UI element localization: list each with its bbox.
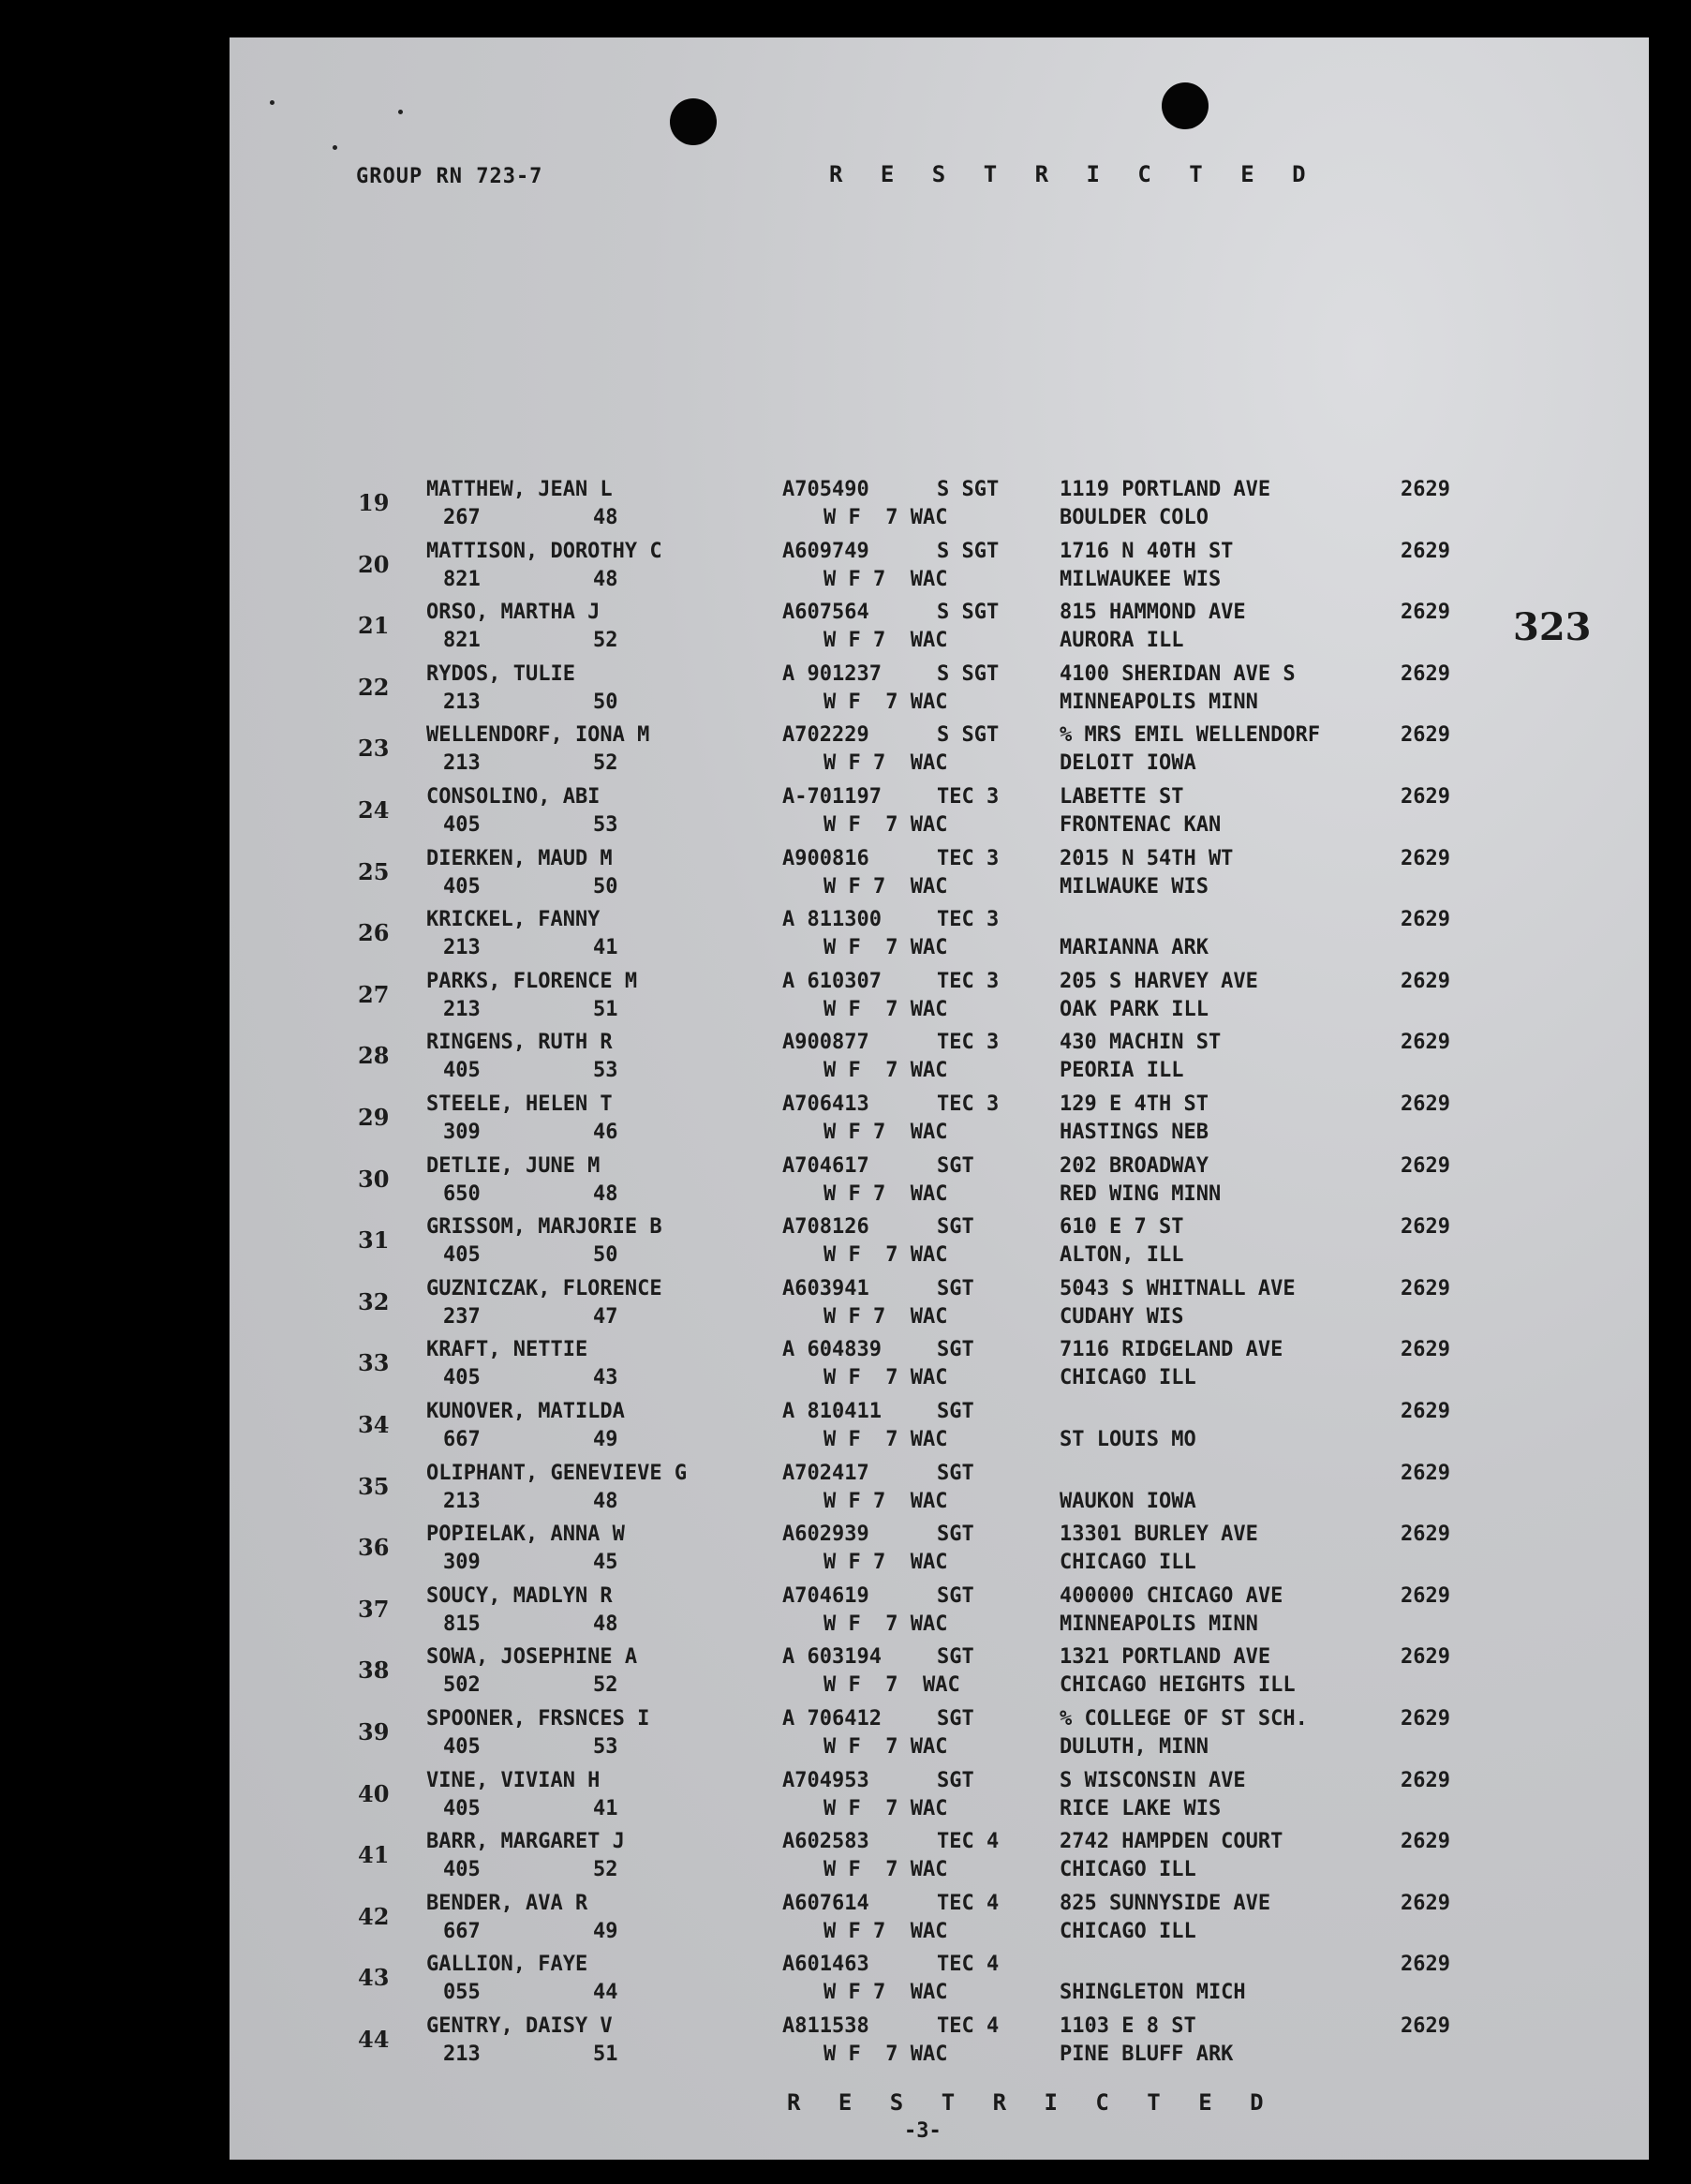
entry-number: 31 (358, 1226, 390, 1255)
list-item (230, 1400, 1649, 1458)
entry-number: 26 (358, 919, 390, 947)
entry-address-line2: ALTON, ILL (1060, 1243, 1184, 1268)
entry-unit: W F 7 WAC (823, 751, 948, 776)
entry-address-line2: HASTINGS NEB (1060, 1121, 1209, 1144)
entry-unit: W F 7 WAC (823, 690, 948, 714)
entry-name: CONSOLINO, ABI (426, 785, 601, 809)
entry-code-2629: 2629 (1401, 1830, 1450, 1854)
entry-age: 50 (593, 690, 618, 714)
entry-age: 41 (593, 1796, 618, 1820)
entry-serial-number: A811538 (782, 2014, 869, 2038)
entry-age: 43 (593, 1366, 618, 1390)
entry-number: 27 (358, 980, 390, 1008)
entry-age: 45 (593, 1551, 618, 1575)
entry-code-2629: 2629 (1401, 1523, 1450, 1547)
footer-classification: R E S T R I C T E D (787, 2089, 1276, 2116)
entry-number: 29 (358, 1104, 390, 1131)
entry-address-line2: MILWAUKEE WIS (1060, 567, 1222, 591)
entry-address-line1: 815 HAMMOND AVE (1060, 601, 1246, 625)
list-item (230, 1277, 1649, 1335)
entry-age: 53 (593, 1735, 618, 1759)
entry-code-2629: 2629 (1401, 908, 1450, 932)
entry-serial-number: A706413 (782, 1092, 869, 1116)
entry-unit: W F 7 WAC (823, 1735, 948, 1759)
entry-name: KRAFT, NETTIE (426, 1338, 588, 1362)
entry-address-line1: % COLLEGE OF ST SCH. (1060, 1707, 1308, 1731)
punch-hole-left (670, 98, 717, 145)
entry-code: 213 (443, 2043, 481, 2066)
entry-grade: S SGT (937, 539, 1000, 563)
entry-address-line2: MARIANNA ARK (1060, 936, 1209, 960)
entry-code: 405 (443, 1243, 481, 1268)
list-item (230, 1584, 1649, 1642)
entry-name: GENTRY, DAISY V (426, 2014, 613, 2038)
entry-grade: SGT (937, 1338, 974, 1362)
entry-code-2629: 2629 (1401, 1891, 1450, 1915)
entry-code-2629: 2629 (1401, 969, 1450, 993)
list-item (230, 908, 1649, 966)
entry-unit: W F 7 WAC (823, 567, 948, 591)
entry-unit: W F 7 WAC (823, 1059, 948, 1083)
list-item (230, 478, 1649, 536)
entry-age: 46 (593, 1121, 618, 1144)
entry-unit: W F 7 WAC (823, 1121, 948, 1144)
entry-grade: S SGT (937, 601, 1000, 625)
entry-code: 237 (443, 1304, 481, 1329)
entry-grade: S SGT (937, 723, 1000, 748)
entry-grade: TEC 3 (937, 846, 1000, 870)
entry-age: 49 (593, 1919, 618, 1943)
list-item (230, 1338, 1649, 1396)
entry-grade: TEC 4 (937, 2014, 1000, 2038)
entry-serial-number: A607564 (782, 601, 869, 625)
entry-name: MATTHEW, JEAN L (426, 478, 613, 501)
entry-code-2629: 2629 (1401, 1583, 1450, 1608)
list-item (230, 662, 1649, 721)
entry-address-line1: 2742 HAMPDEN COURT (1060, 1830, 1283, 1854)
entry-grade: TEC 4 (937, 1953, 1000, 1977)
entry-code-2629: 2629 (1401, 1092, 1450, 1116)
entry-unit: W F 7 WAC (823, 1243, 948, 1268)
entry-address-line1: 205 S HARVEY AVE (1060, 969, 1258, 993)
entry-code: 821 (443, 567, 481, 591)
entry-code: 650 (443, 1181, 481, 1206)
entry-address-line1: 430 MACHIN ST (1060, 1031, 1222, 1055)
entry-address-line2: CUDAHY WIS (1060, 1304, 1184, 1329)
entry-serial-number: A601463 (782, 1953, 869, 1977)
entry-serial-number: A 603194 (782, 1645, 882, 1670)
entry-name: GRISSOM, MARJORIE B (426, 1215, 662, 1240)
list-item (230, 785, 1649, 843)
entry-number: 23 (358, 735, 390, 763)
entry-unit: W F 7 WAC (823, 1428, 948, 1451)
entry-unit: W F 7 WAC (823, 1858, 948, 1882)
list-item (230, 1645, 1649, 1703)
list-item (230, 1215, 1649, 1273)
entry-address-line1: 4100 SHERIDAN AVE S (1060, 661, 1296, 686)
entry-code-2629: 2629 (1401, 723, 1450, 748)
entry-code: 055 (443, 1981, 481, 2005)
entry-code: 213 (443, 751, 481, 776)
list-item (230, 2014, 1649, 2073)
entry-number: 38 (358, 1657, 390, 1685)
entry-serial-number: A602939 (782, 1523, 869, 1547)
entry-age: 48 (593, 1181, 618, 1206)
entry-code-2629: 2629 (1401, 1031, 1450, 1055)
entry-age: 52 (593, 1673, 618, 1698)
entry-code-2629: 2629 (1401, 601, 1450, 625)
entry-number: 42 (358, 1902, 390, 1930)
entry-unit: W F 7 WAC (823, 1181, 948, 1206)
entry-unit: W F 7 WAC (823, 1612, 948, 1636)
entry-address-line1: 2015 N 54TH WT (1060, 846, 1234, 870)
entry-unit: W F 7 WAC (823, 629, 948, 653)
entry-code: 213 (443, 1489, 481, 1513)
entry-grade: SGT (937, 1523, 974, 1547)
entry-age: 44 (593, 1981, 618, 2005)
entry-unit: W F 7 WAC (823, 1551, 948, 1575)
entry-code: 405 (443, 1059, 481, 1083)
entry-serial-number: A704953 (782, 1768, 869, 1792)
entry-grade: TEC 3 (937, 785, 1000, 809)
entry-number: 43 (358, 1964, 390, 1992)
entry-address-line1: 825 SUNNYSIDE AVE (1060, 1891, 1271, 1915)
entry-code: 821 (443, 629, 481, 653)
entry-grade: TEC 3 (937, 1031, 1000, 1055)
entry-age: 48 (593, 1612, 618, 1636)
entry-grade: SGT (937, 1645, 974, 1670)
entry-address-line1: 129 E 4TH ST (1060, 1092, 1209, 1116)
header-classification: R E S T R I C T E D (829, 161, 1318, 187)
entry-number: 36 (358, 1534, 390, 1562)
entry-address-line2: ST LOUIS MO (1060, 1428, 1196, 1451)
list-item (230, 1892, 1649, 1950)
entry-age: 48 (593, 506, 618, 529)
entry-address-line2: RED WING MINN (1060, 1181, 1222, 1206)
entry-address-line1: S WISCONSIN AVE (1060, 1768, 1246, 1792)
entry-grade: SGT (937, 1768, 974, 1792)
entry-address-line2: SHINGLETON MICH (1060, 1981, 1246, 2005)
entry-number: 21 (358, 612, 390, 640)
entry-unit: W F 7 WAC (823, 1366, 948, 1390)
entry-unit: W F 7 WAC (823, 1673, 960, 1698)
entry-serial-number: A 811300 (782, 908, 882, 932)
entry-number: 19 (358, 489, 390, 516)
entry-code-2629: 2629 (1401, 539, 1450, 563)
entry-code: 405 (443, 874, 481, 899)
list-item (230, 601, 1649, 659)
entry-unit: W F 7 WAC (823, 1304, 948, 1329)
entry-grade: SGT (937, 1583, 974, 1608)
entry-number: 25 (358, 857, 390, 885)
entry-serial-number: A705490 (782, 478, 869, 501)
entry-address-line1: 13301 BURLEY AVE (1060, 1523, 1258, 1547)
entry-serial-number: A603941 (782, 1276, 869, 1300)
entry-unit: W F 7 WAC (823, 1981, 948, 2005)
entry-address-line2: CHICAGO ILL (1060, 1919, 1196, 1943)
page-number: -3- (904, 2119, 942, 2143)
entry-address-line2: FRONTENAC KAN (1060, 813, 1222, 837)
entry-address-line2: OAK PARK ILL (1060, 997, 1209, 1021)
entry-age: 51 (593, 997, 618, 1021)
entry-number: 22 (358, 673, 390, 701)
entry-address-line2: CHICAGO ILL (1060, 1551, 1196, 1575)
list-item (230, 540, 1649, 598)
entry-address-line2: MINNEAPOLIS MINN (1060, 690, 1258, 714)
entry-serial-number: A 810411 (782, 1400, 882, 1423)
entry-address-line2: CHICAGO ILL (1060, 1366, 1196, 1390)
entry-address-line2: CHICAGO HEIGHTS ILL (1060, 1673, 1296, 1698)
entry-age: 49 (593, 1428, 618, 1451)
list-item (230, 1707, 1649, 1765)
entry-name: SOUCY, MADLYN R (426, 1583, 613, 1608)
entry-number: 39 (358, 1718, 390, 1746)
entry-name: GUZNICZAK, FLORENCE (426, 1276, 662, 1300)
entry-grade: SGT (937, 1400, 974, 1423)
entry-name: OLIPHANT, GENEVIEVE G (426, 1461, 688, 1485)
entry-age: 41 (593, 936, 618, 960)
entry-address-line1: % MRS EMIL WELLENDORF (1060, 723, 1321, 748)
list-item (230, 847, 1649, 905)
entry-code: 213 (443, 936, 481, 960)
entry-code-2629: 2629 (1401, 846, 1450, 870)
entry-name: GALLION, FAYE (426, 1953, 588, 1977)
entry-serial-number: A704617 (782, 1153, 869, 1178)
entry-name: MATTISON, DOROTHY C (426, 539, 662, 563)
entry-code-2629: 2629 (1401, 1707, 1450, 1731)
entry-code-2629: 2629 (1401, 1768, 1450, 1792)
entry-address-line2: DULUTH, MINN (1060, 1735, 1209, 1759)
entry-serial-number: A900816 (782, 846, 869, 870)
entry-code-2629: 2629 (1401, 1645, 1450, 1670)
entry-number: 41 (358, 1841, 390, 1869)
entry-grade: SGT (937, 1153, 974, 1178)
entry-grade: SGT (937, 1461, 974, 1485)
entry-name: POPIELAK, ANNA W (426, 1523, 625, 1547)
entry-code-2629: 2629 (1401, 1461, 1450, 1485)
entry-serial-number: A602583 (782, 1830, 869, 1854)
entry-address-line1: 202 BROADWAY (1060, 1153, 1209, 1178)
entry-code-2629: 2629 (1401, 661, 1450, 686)
entry-name: DIERKEN, MAUD M (426, 846, 613, 870)
entry-number: 30 (358, 1165, 390, 1193)
entry-address-line2: AURORA ILL (1060, 629, 1184, 653)
entry-number: 32 (358, 1287, 390, 1315)
entry-grade: TEC 3 (937, 908, 1000, 932)
list-item (230, 1769, 1649, 1827)
entry-unit: W F 7 WAC (823, 997, 948, 1021)
entry-name: RINGENS, RUTH R (426, 1031, 613, 1055)
entry-grade: TEC 3 (937, 969, 1000, 993)
entry-address-line1: 5043 S WHITNALL AVE (1060, 1276, 1296, 1300)
entry-code: 405 (443, 1366, 481, 1390)
entry-code: 667 (443, 1919, 481, 1943)
entry-code: 405 (443, 1796, 481, 1820)
punch-hole-right (1162, 82, 1209, 129)
entry-code: 815 (443, 1612, 481, 1636)
entry-address-line2: DELOIT IOWA (1060, 751, 1196, 776)
entry-address-line1: LABETTE ST (1060, 785, 1184, 809)
entry-code-2629: 2629 (1401, 1400, 1450, 1423)
entry-age: 52 (593, 751, 618, 776)
entry-grade: SGT (937, 1276, 974, 1300)
entry-serial-number: A 604839 (782, 1338, 882, 1362)
entry-grade: TEC 3 (937, 1092, 1000, 1116)
entry-address-line2: MILWAUKE WIS (1060, 874, 1209, 899)
speck (398, 110, 403, 114)
entry-address-line1: 1119 PORTLAND AVE (1060, 478, 1271, 501)
entry-serial-number: A 901237 (782, 661, 882, 686)
entry-code: 405 (443, 813, 481, 837)
entry-address-line1: 1321 PORTLAND AVE (1060, 1645, 1271, 1670)
entry-serial-number: A 610307 (782, 969, 882, 993)
entry-name: BARR, MARGARET J (426, 1830, 625, 1854)
entry-grade: TEC 4 (937, 1891, 1000, 1915)
entry-unit: W F 7 WAC (823, 874, 948, 899)
entry-name: KRICKEL, FANNY (426, 908, 601, 932)
entry-unit: W F 7 WAC (823, 1489, 948, 1513)
entry-address-line1: 400000 CHICAGO AVE (1060, 1583, 1283, 1608)
entry-unit: W F 7 WAC (823, 2043, 948, 2066)
entry-age: 51 (593, 2043, 618, 2066)
entry-name: SOWA, JOSEPHINE A (426, 1645, 638, 1670)
entry-grade: SGT (937, 1215, 974, 1240)
entry-number: 40 (358, 1779, 390, 1807)
entry-address-line2: PEORIA ILL (1060, 1059, 1184, 1083)
entry-code: 309 (443, 1551, 481, 1575)
entry-name: RYDOS, TULIE (426, 661, 575, 686)
entry-serial-number: A607614 (782, 1891, 869, 1915)
entry-number: 20 (358, 550, 390, 578)
speck (333, 145, 337, 150)
entry-address-line2: PINE BLUFF ARK (1060, 2043, 1234, 2066)
entry-code: 213 (443, 997, 481, 1021)
entry-code: 405 (443, 1735, 481, 1759)
entry-name: KUNOVER, MATILDA (426, 1400, 625, 1423)
entry-name: BENDER, AVA R (426, 1891, 588, 1915)
list-item (230, 1830, 1649, 1888)
entry-unit: W F 7 WAC (823, 813, 948, 837)
entry-grade: S SGT (937, 478, 1000, 501)
list-item (230, 1154, 1649, 1212)
entry-code-2629: 2629 (1401, 1153, 1450, 1178)
entry-code-2629: 2629 (1401, 478, 1450, 501)
entry-serial-number: A900877 (782, 1031, 869, 1055)
entry-unit: W F 7 WAC (823, 1796, 948, 1820)
entry-address-line1: 1103 E 8 ST (1060, 2014, 1196, 2038)
entry-age: 52 (593, 629, 618, 653)
entry-serial-number: A 706412 (782, 1707, 882, 1731)
entry-address-line1: 1716 N 40TH ST (1060, 539, 1234, 563)
list-item (230, 1462, 1649, 1520)
entry-age: 50 (593, 1243, 618, 1268)
entry-age: 47 (593, 1304, 618, 1329)
entry-number: 28 (358, 1042, 390, 1070)
group-number: GROUP RN 723-7 (356, 165, 543, 188)
entry-serial-number: A-701197 (782, 785, 882, 809)
entry-code-2629: 2629 (1401, 1338, 1450, 1362)
document-page (230, 37, 1649, 2160)
entry-code: 502 (443, 1673, 481, 1698)
entry-unit: W F 7 WAC (823, 936, 948, 960)
entry-age: 53 (593, 1059, 618, 1083)
entry-address-line2: RICE LAKE WIS (1060, 1796, 1222, 1820)
entry-code-2629: 2629 (1401, 1215, 1450, 1240)
page-stamp-number: 323 (1513, 605, 1592, 649)
entry-grade: SGT (937, 1707, 974, 1731)
entry-serial-number: A609749 (782, 539, 869, 563)
speck (270, 100, 274, 105)
entry-address-line2: CHICAGO ILL (1060, 1858, 1196, 1882)
entry-number: 24 (358, 796, 390, 824)
entry-number: 44 (358, 2026, 390, 2053)
entry-grade: S SGT (937, 661, 1000, 686)
entry-code-2629: 2629 (1401, 1953, 1450, 1977)
entry-grade: TEC 4 (937, 1830, 1000, 1854)
entry-number: 37 (358, 1595, 390, 1623)
entry-name: WELLENDORF, IONA M (426, 723, 650, 748)
entry-code: 309 (443, 1121, 481, 1144)
entry-serial-number: A704619 (782, 1583, 869, 1608)
entry-name: SPOONER, FRSNCES I (426, 1707, 650, 1731)
entry-code: 267 (443, 506, 481, 529)
entry-serial-number: A708126 (782, 1215, 869, 1240)
entry-number: 34 (358, 1411, 390, 1438)
entry-address-line1: 7116 RIDGELAND AVE (1060, 1338, 1283, 1362)
entry-code-2629: 2629 (1401, 2014, 1450, 2038)
list-item (230, 723, 1649, 781)
entry-code-2629: 2629 (1401, 785, 1450, 809)
entry-age: 50 (593, 874, 618, 899)
entry-number: 35 (358, 1472, 390, 1500)
entry-name: DETLIE, JUNE M (426, 1153, 601, 1178)
list-item (230, 970, 1649, 1028)
entry-name: PARKS, FLORENCE M (426, 969, 638, 993)
entry-unit: W F 7 WAC (823, 506, 948, 529)
entry-serial-number: A702417 (782, 1461, 869, 1485)
entry-code: 667 (443, 1428, 481, 1451)
entry-number: 33 (358, 1349, 390, 1377)
list-item (230, 1953, 1649, 2011)
entry-address-line2: BOULDER COLO (1060, 506, 1209, 529)
entry-age: 53 (593, 813, 618, 837)
list-item (230, 1523, 1649, 1581)
entry-code: 405 (443, 1858, 481, 1882)
entry-name: VINE, VIVIAN H (426, 1768, 601, 1792)
entry-name: STEELE, HELEN T (426, 1092, 613, 1116)
entry-code-2629: 2629 (1401, 1276, 1450, 1300)
entry-age: 52 (593, 1858, 618, 1882)
entry-address-line2: MINNEAPOLIS MINN (1060, 1612, 1258, 1636)
entry-serial-number: A702229 (782, 723, 869, 748)
entry-age: 48 (593, 567, 618, 591)
list-item (230, 1031, 1649, 1089)
entry-unit: W F 7 WAC (823, 1919, 948, 1943)
entry-age: 48 (593, 1489, 618, 1513)
entry-name: ORSO, MARTHA J (426, 601, 601, 625)
entry-address-line1: 610 E 7 ST (1060, 1215, 1184, 1240)
list-item (230, 1092, 1649, 1151)
entry-address-line2: WAUKON IOWA (1060, 1489, 1196, 1513)
entry-code: 213 (443, 690, 481, 714)
